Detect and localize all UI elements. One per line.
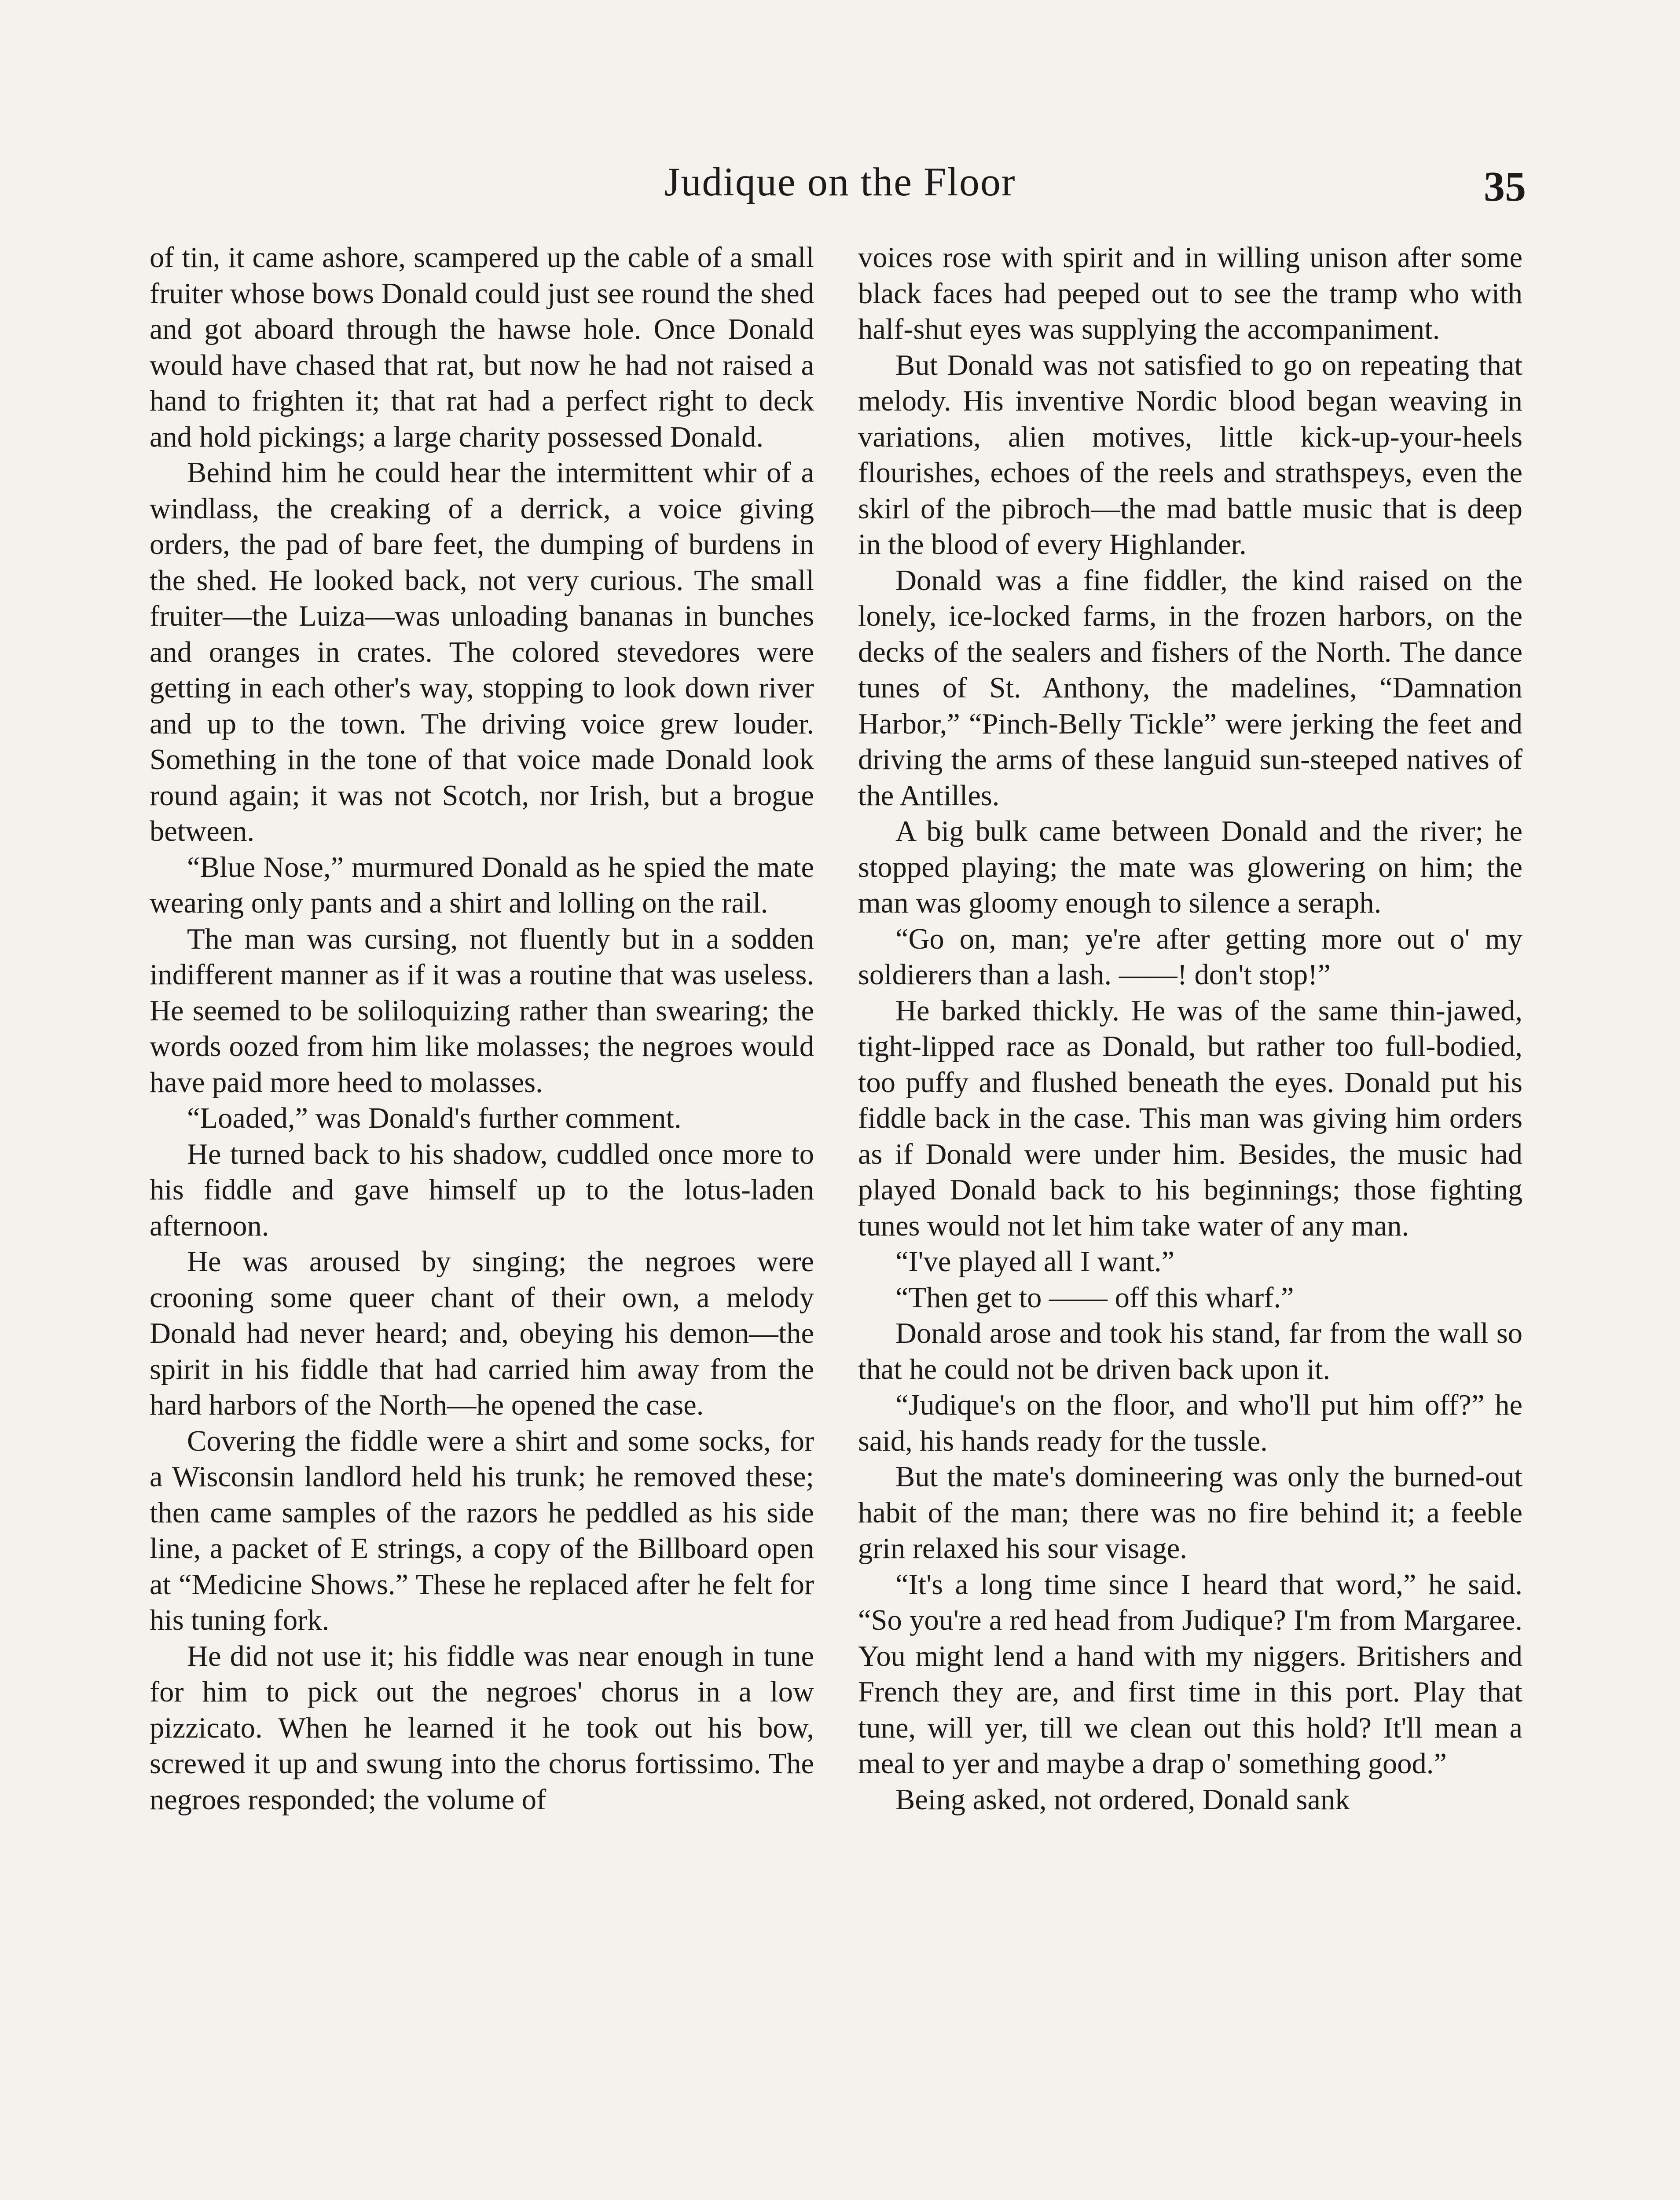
- paragraph: of tin, it came ashore, scampered up the cable of a small fruiter whose bows Donald could just see round the shed and got aboard through the hawse hole. Once Donald would have chased that rat, but now he had not raised a hand to frighten it; that rat had a perfect right to deck and hold pickings; a large charity possessed Donald.: [150, 242, 814, 453]
- paragraph: He barked thickly. He was of the same thin-jawed, tight-lipped race as Donald, but rather too full-bodied, too puffy and flushed beneath the eyes. Donald put his fiddle back in the case. This man was giving him orders as if Donald were under him. Besides, the music had played Donald back to his beginnings; those fighting tunes would not let him take water of any man.: [858, 994, 1522, 1242]
- left-column: [150, 240, 814, 1818]
- paragraph: He was aroused by singing; the negroes were crooning some queer chant of their own, a melody Donald had never heard; and, obeying his demon—the spirit in his fiddle that had carried him away from the hard harbors of the North—he opened the case.: [150, 1246, 814, 1421]
- paragraph: Being asked, not ordered, Donald sank: [895, 1783, 1350, 1816]
- paragraph: “Loaded,” was Donald's further comment.: [187, 1102, 682, 1134]
- page-number: 35: [1484, 163, 1526, 210]
- right-column: [858, 240, 1522, 1818]
- paragraph: Donald was a fine fiddler, the kind raised on the lonely, ice-locked farms, in the frozen harbors, on the decks of the sealers and fishers of the North. The dance tunes of St. Anthony, the madelines, “Damnation Harbor,” “Pinch-Belly Tickle” were jerking the feet and driving the arms of these languid sun-steeped natives of the Antilles.: [858, 564, 1522, 812]
- paragraph: “Judique's on the floor, and who'll put him off?” he said, his hands ready for the tussle.: [858, 1389, 1522, 1457]
- paragraph: Covering the fiddle were a shirt and some socks, for a Wisconsin landlord held his trunk; he removed these; then came samples of the razors he peddled as his side line, a packet of E strings, a copy of the Billboard open at “Medicine Shows.” These he replaced after he felt for his tuning fork.: [150, 1425, 814, 1636]
- paragraph: The man was cursing, not fluently but in a sodden indifferent manner as if it was a routine that was useless. He seemed to be soliloquizing rather than swearing; the words oozed from him like molasses; the negroes would have paid more heed to molasses.: [150, 923, 814, 1099]
- paragraph: Donald arose and took his stand, far from the wall so that he could not be driven back upon it.: [858, 1317, 1522, 1386]
- paragraph: A big bulk came between Donald and the river; he stopped playing; the mate was glowering on him; the man was gloomy enough to silence a seraph.: [858, 815, 1522, 919]
- paragraph: “Then get to —— off this wharf.”: [895, 1281, 1294, 1314]
- paragraph: “It's a long time since I heard that word,” he said. “So you're a red head from Judique? I'm from Margaree. You might lend a hand with my niggers. Britishers and French they are, and first time in this port. Play that tune, will yer, till we clean out this hold? It'll mean a meal to yer and maybe a drap o' something good.”: [858, 1568, 1522, 1780]
- running-head: [0, 150, 1680, 211]
- paragraph: But Donald was not satisfied to go on repeating that melody. His inventive Nordic blood began weaving in variations, alien motives, little kick-up-your-heels flourishes, echoes of the reels and strathspeys, even the skirl of the pibroch—the mad battle music that is deep in the blood of every Highlander.: [858, 349, 1522, 561]
- paragraph: But the mate's domineering was only the burned-out habit of the man; there was no fire behind it; a feeble grin relaxed his sour visage.: [858, 1461, 1522, 1565]
- running-title: Judique on the Floor: [664, 159, 1016, 204]
- paragraph: “Go on, man; ye're after getting more out o' my soldierers than a lash. ——! don't stop!”: [858, 923, 1522, 991]
- paragraph: “I've played all I want.”: [895, 1246, 1175, 1278]
- paragraph: He turned back to his shadow, cuddled once more to his fiddle and gave himself up to the lotus-laden afternoon.: [150, 1138, 814, 1242]
- paragraph: He did not use it; his fiddle was near enough in tune for him to pick out the negroes' chorus in a low pizzicato. When he learned it he took out his bow, screwed it up and swung into the chorus fortissimo. The negroes responded; the volume of: [150, 1640, 814, 1816]
- paragraph: “Blue Nose,” murmured Donald as he spied the mate wearing only pants and a shirt and lolling on the rail.: [150, 851, 814, 919]
- paragraph: voices rose with spirit and in willing unison after some black faces had peeped out to see the tramp who with half-shut eyes was supplying the accompaniment.: [858, 242, 1522, 345]
- paragraph: Behind him he could hear the intermittent whir of a windlass, the creaking of a derrick, a voice giving orders, the pad of bare feet, the dumping of burdens in the shed. He looked back, not very curious. The small fruiter—the Luiza—was unloading bananas in bunches and oranges in crates. The colored stevedores were getting in each other's way, stopping to look down river and up to the town. The driving voice grew louder. Something in the tone of that voice made Donald look round again; it was not Scotch, nor Irish, but a brogue between.: [150, 457, 814, 847]
